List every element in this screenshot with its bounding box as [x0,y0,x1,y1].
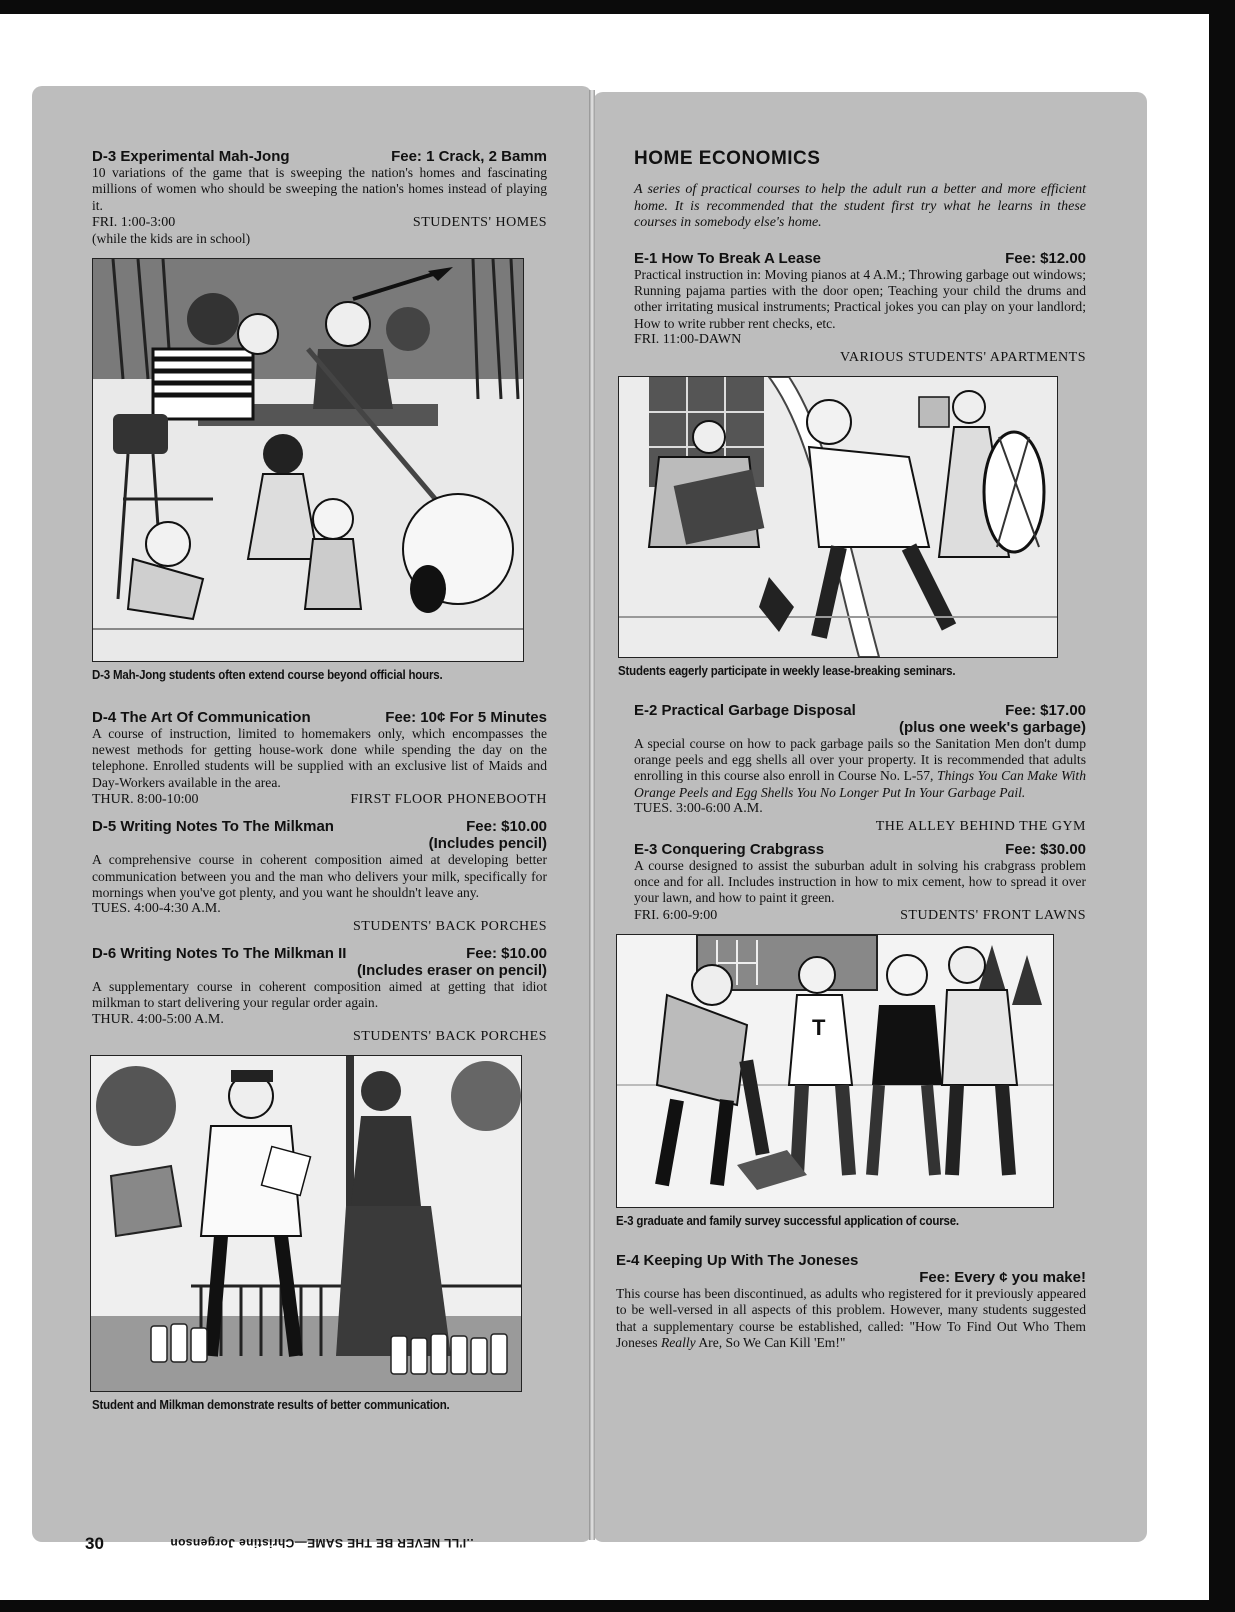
course-d4-description: A course of instruction, limited to homemakers only, which encompasses the newest methods for getting house-work done while spending the day on the telephone. Enrolled students will be supplied with an exclusive list of Maids and Day-Workers available in the area. [92,725,547,790]
course-e1-fee: Fee: $12.00 [1005,249,1086,267]
course-e2-place: THE ALLEY BEHIND THE GYM [875,818,1086,834]
course-d6 [92,945,547,1412]
course-e2-fee: Fee: $17.00 [1005,701,1086,719]
course-d3 [92,148,547,682]
course-d4-title: D-4 The Art Of Communication [92,708,311,726]
course-e2-title: E-2 Practical Garbage Disposal [634,701,856,719]
course-e3-title: E-3 Conquering Crabgrass [634,840,825,858]
course-e2 [634,702,1086,835]
course-e3-fee: Fee: $30.00 [1005,840,1086,858]
mahjong-illustration [92,258,524,662]
course-d6-fee-note: (Includes eraser on pencil) [356,961,547,979]
scan-right-border [1209,0,1235,1612]
scan-top-border [0,0,1235,14]
course-e3-time: FRI. 6:00-9:00 [634,907,718,923]
course-e1-place: VARIOUS STUDENTS' APARTMENTS [840,349,1086,365]
course-e1 [618,249,1086,678]
course-d5 [92,818,547,935]
course-d6-time: THUR. 4:00-5:00 A.M. [92,1011,224,1027]
course-d5-description: A comprehensive course in coherent composition aimed at developing better communication between you and the man who delivers your milk, specifically for mornings when you've got plenty, and you want he shouldn't leave any. [92,852,547,901]
course-d6-description: A supplementary course in coherent composition aimed at getting that idiot milkman to start delivering your regular order again. [92,978,547,1011]
lease-breaking-illustration [618,376,1058,658]
course-d5-heading [92,818,547,835]
course-d5-title: D-5 Writing Notes To The Milkman [92,818,334,836]
scan-bottom-border [0,1600,1235,1612]
crabgrass-drawing [617,935,1053,1207]
milkman-drawing [91,1056,521,1391]
course-d3-place: STUDENTS' HOMES [412,215,547,231]
course-d4-heading [92,709,547,726]
course-e1-title: E-1 How To Break A Lease [634,249,822,267]
crabgrass-illustration [616,934,1054,1208]
course-e2-description [634,736,1086,802]
course-e1-description: Practical instruction in: Moving pianos at 4 A.M.; Throwing garbage out windows; Running pajama parties with the door open; Teaching your child the drums and other irritating musical instruments; Practical jokes you can play on your landlord; How to write rubber rent checks, etc. [634,266,1086,331]
course-e2-time: TUES. 3:00-6:00 A.M. [634,801,763,817]
course-d4-place: FIRST FLOOR PHONEBOOTH [350,792,547,808]
course-d4 [92,709,547,809]
course-d5-fee: Fee: $10.00 [466,818,547,836]
course-d3-heading [92,148,547,165]
course-d3-time: FRI. 1:00-3:00 [92,215,176,231]
course-d5-time: TUES. 4:00-4:30 A.M. [92,901,221,917]
course-d3-title: D-3 Experimental Mah-Jong [92,148,290,165]
course-d3-caption: D-3 Mah-Jong students often extend course beyond official hours. [92,667,443,682]
course-d6-caption: Student and Milkman demonstrate results of better communication. [92,1398,450,1413]
svg-text:T: T [812,1014,826,1040]
course-e3-schedule [634,907,1086,924]
right-column [616,148,1086,1351]
course-d6-heading [92,945,547,962]
course-d3-fee: Fee: 1 Crack, 2 Bamm [391,148,547,165]
left-column [92,148,547,1412]
mahjong-drawing [93,259,523,661]
course-d5-fee-note: (Includes pencil) [428,835,547,853]
course-d4-schedule [92,791,547,808]
course-e3-place: STUDENTS' FRONT LAWNS [900,907,1086,923]
course-e2-description-text: A special course on how to pack garbage pails so the Sanitation Men don't dump orange peels and egg shells all over your property. It is recommended that adults enrolling in this course also enroll in Course No. L-57, [634,735,1086,784]
course-d3-schedule [92,214,547,231]
course-e1-caption: Students eagerly participate in weekly lease-breaking seminars. [618,663,956,678]
course-e4-description-italic: Really [660,1335,696,1350]
course-e4-description [616,1286,1086,1352]
course-e4-fee: Fee: Every ¢ you make! [919,1268,1086,1286]
milkman-illustration [90,1055,522,1392]
course-e4-description-end: Are, So We Can Kill 'Em!" [698,1335,846,1350]
course-e3-description: A course designed to assist the suburban adult in solving his crabgrass problem once and for all. Includes instruction in how to mix cement, how to spread it over your lawn, and how to paint it green. [634,857,1086,906]
section-intro: A series of practical courses to help the adult run a better and more efficient home. It is recommended that the student first try what he learns in these courses in somebody else's home. [634,182,1086,230]
course-e2-heading [634,702,1086,719]
course-e3 [616,840,1086,1228]
course-d3-description: 10 variations of the game that is sweeping the nation's homes and fascinating millions of women who should be sweeping the nation's homes instead of playing it. [92,165,547,213]
course-e2-fee-note: (plus one week's garbage) [899,718,1086,736]
course-e3-caption: E-3 graduate and family survey successful application of course. [616,1213,959,1228]
course-e1-heading [634,250,1086,267]
course-d4-time: THUR. 8:00-10:00 [92,792,199,808]
course-d5-place: STUDENTS' BACK PORCHES [353,918,547,934]
upside-down-footer: ..I'LL NEVER BE THE SAME—Christine Jorgenson [170,1536,474,1550]
course-d6-title: D-6 Writing Notes To The Milkman II [92,944,347,962]
book-spine [589,90,595,1540]
course-e3-heading [634,841,1086,858]
course-e4 [616,1252,1086,1352]
page-number: 30 [85,1534,104,1553]
course-e4-title: E-4 Keeping Up With The Joneses [616,1251,859,1269]
course-d6-fee: Fee: $10.00 [466,944,547,962]
course-e2-description-italic: Things You Can Make With Orange Peels and Egg Shells You No Longer Put In Your Garbage Pail. [634,768,1086,800]
section-title: HOME ECONOMICS [634,148,821,169]
course-d6-place: STUDENTS' BACK PORCHES [353,1029,547,1045]
lease-breaking-drawing [619,377,1057,657]
course-e1-time: FRI. 11:00-DAWN [634,332,742,348]
course-e4-heading [616,1252,1086,1269]
course-e4-description-text: This course has been discontinued, as adults who registered for it previously appeared to be well-versed in all aspects of this problem. However, many students suggested that a supplementary course be established, called: "How To Find Out Who Them Joneses [616,1285,1086,1350]
course-d3-note: (while the kids are in school) [92,231,251,247]
course-d4-fee: Fee: 10¢ For 5 Minutes [385,708,547,726]
